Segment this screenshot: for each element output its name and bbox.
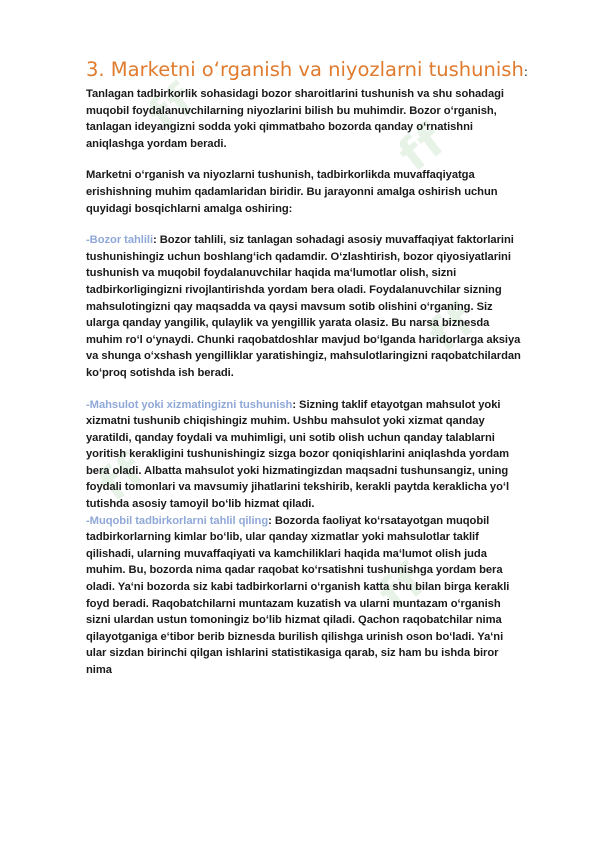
paragraph-competitor-analysis [86,513,526,679]
paragraph-steps: Marketni oʻrganish va niyozlarni tushunish, tadbirkorlikda muvaffaqiyatga erishishning muhim qadamlaridan biridir. Bu jarayonni amalga oshirish uchun quyidagi bosqichlarni amalga oshiring: [86,169,498,215]
watermark-1: ff [138,72,206,142]
market-analysis-label: -Bozor tahlili [86,234,154,247]
watermark-4: ff [88,442,156,512]
heading-text: 3. Marketni o‘rganish va niyozlarni tushunish [86,58,524,81]
paragraph-intro: Tanlagan tadbirkorlik sohasidagi bozor sharoitlarini tushunish va shu sohadagi muqobil foydalanuvchilarning niyozlarini bilish bu muhimdir. Bozor oʻrganish, tanlagan ideyangizni sodda yoki qimmatbaho bozorda qanday oʻrnatishni aniqlashga yordam beradi. [86,88,504,150]
paragraph-product-understanding [86,397,526,513]
product-understanding-label: -Mahsulot yoki xizmatingizni tushunish [86,398,293,411]
section-heading [86,58,526,84]
watermark-2: ff [388,112,456,182]
paragraph-market-analysis [86,232,526,381]
competitor-analysis-text: : Bozorda faoliyat koʻrsatayotgan muqobil tadbirkorlarning kimlar boʻlib, ular qanday xizmatlar yoki mahsulotlar taklif qilishadi, ularning muvaffaqiyati va kamchiliklari haqida maʻlumot olish juda muhim. Bu, bozorda nima qadar raqobat koʻrsatishni tushunishga yordam bera oladi. Yaʻni bozorda siz kabi tadbirkorlarni oʻrganish katta shu bilan birga kerakli foyd beradi. Raqobatchilarni muntazam kuzatish va ularni muntazam oʻrganish sizni ulardan ustun tomoningiz boʻlib hizmat qiladi. Qachon raqobatchilar nima qilayotganiga eʻtibor berib biznesda burilish qilishga urinish oson boʻladi. Yaʻni ular sizdan birinchi qilgan ishlarini statistikasiga qarab, siz ham bu ishda biror nima [86,514,510,676]
watermark-3: ff [418,292,486,362]
heading-colon: : [523,65,528,79]
watermark-5: ff [368,552,436,622]
market-analysis-text: : Bozor tahlili, siz tanlagan sohadagi asosiy muvaffaqiyat faktorlarini tushunishingiz uchun boshlangʻich qadamdir. Oʻzlashtirish, bozor qiyosiyatlarini tushunish va muqobil foydalanuvchilar haqida maʻlumotlar olish, sizni tadbirkorligingizni rivojlantirishda yordam bera oladi. Foydalanuvchilar sizning mahsulotingizni qay maqsadda va qaysi mavsum sotib olishini oʻrganing. Siz ularga qanday yangilik, qulaylik va yengillik yarata olasiz. Bu narsa biznesda muhim roʻl oʻynaydi. Chunki raqobatdoshlar mavjud boʻlganda haridorlarga aksiya va shunga oʻxshash yengilliklar yaratishingiz, mahsulotlaringizni raqobatchilardan koʻproq sotishda ish beradi. [86,234,521,379]
document-page [86,58,526,679]
product-understanding-text: : Sizning taklif etayotgan mahsulot yoki xizmatni tushunib chiqishingiz muhim. Ushbu mahsulot yoki xizmat qanday yaratildi, qanday foydali va muhimligi, uni sotib olish uchun qanday talablarni yoritish kerakligini tushunishingiz sizga bozor qoniqishlarini aniqlashda yordam bera oladi. Albatta mahsulot yoki hizmatingizdan maqsadni tushunsangiz, uning foydali tomonlari va mavsumiy jihatlarini tekshirib, kerakli paytda keraklicha yoʻl tutishda asosiy tamoyil boʻlib hizmat qiladi. [86,398,510,511]
competitor-analysis-label: -Muqobil tadbirkorlarni tahlil qiling [86,514,269,527]
